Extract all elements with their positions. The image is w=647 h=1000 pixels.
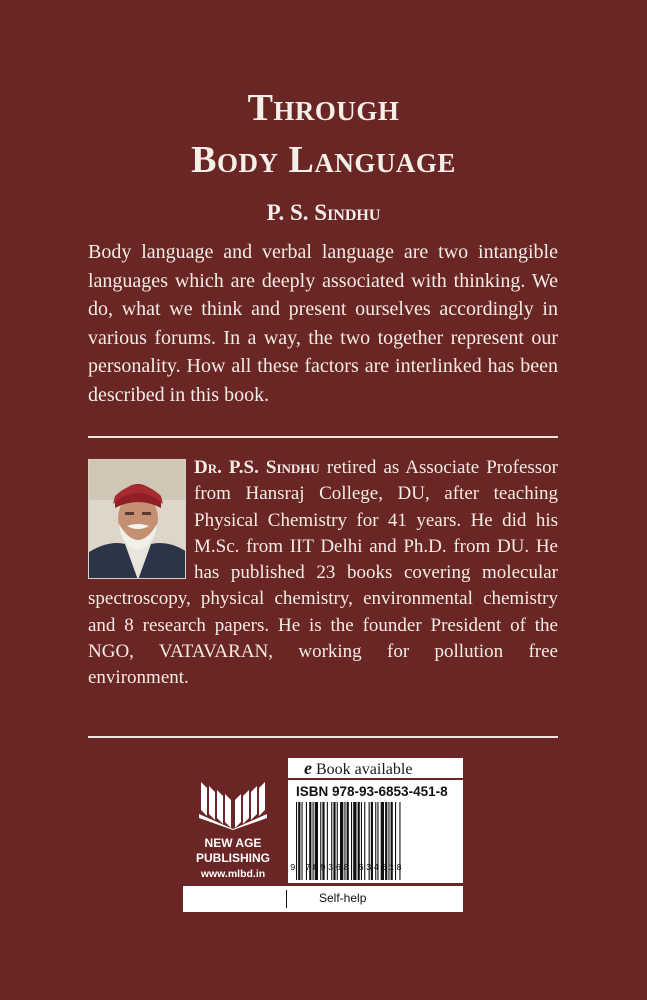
publisher-logo-block: [183, 758, 283, 883]
barcode-digits: 9 789368 534518: [290, 863, 405, 873]
isbn-barcode-box: [288, 780, 463, 883]
publisher-website: www.mlbd.in: [200, 868, 266, 880]
author-bio: [88, 455, 558, 692]
category-label: Self-help: [319, 891, 367, 905]
open-book-icon: [197, 780, 269, 830]
category-separator: [286, 890, 287, 908]
photo-spacer: [88, 455, 194, 581]
bio-author-name: Dr. P.S. Sindhu: [194, 457, 320, 478]
title-line-1: Through: [247, 87, 400, 129]
ebook-available-label: [288, 758, 463, 778]
publisher-name-line-2: PUBLISHING: [195, 851, 270, 865]
title-line-2: Body Language: [191, 139, 456, 181]
bio-text: retired as Associate Professor from Hansraj College, DU, after teaching Physical Chemistry for 41 years. He did his M.Sc. from IIT Delhi and Ph.D. from DU. He has published 23 books covering molecular spectroscopy, physical chemistry, environmental chemistry and 8 research papers. He is the founder President of the NGO, VATAVARAN, working for pollution free environment.: [88, 457, 558, 689]
author-name: P. S. Sindhu: [266, 200, 381, 225]
divider-top: [88, 436, 558, 438]
category-box: [183, 886, 463, 912]
book-blurb: Body language and verbal language are two intangible languages which are deeply associated with thinking. We do, what we think and present ourselves accordingly in various forums. In a way, the two together represent our personality. How all these factors are interlinked has been described in this book.: [88, 241, 558, 406]
ebook-e-glyph: e: [304, 758, 312, 778]
ebook-label-text: Book available: [312, 761, 413, 778]
publisher-name-line-1: NEW AGE: [204, 836, 262, 850]
isbn-number: ISBN 978-93-6853-451-8: [296, 784, 448, 799]
divider-bottom: [88, 736, 558, 738]
